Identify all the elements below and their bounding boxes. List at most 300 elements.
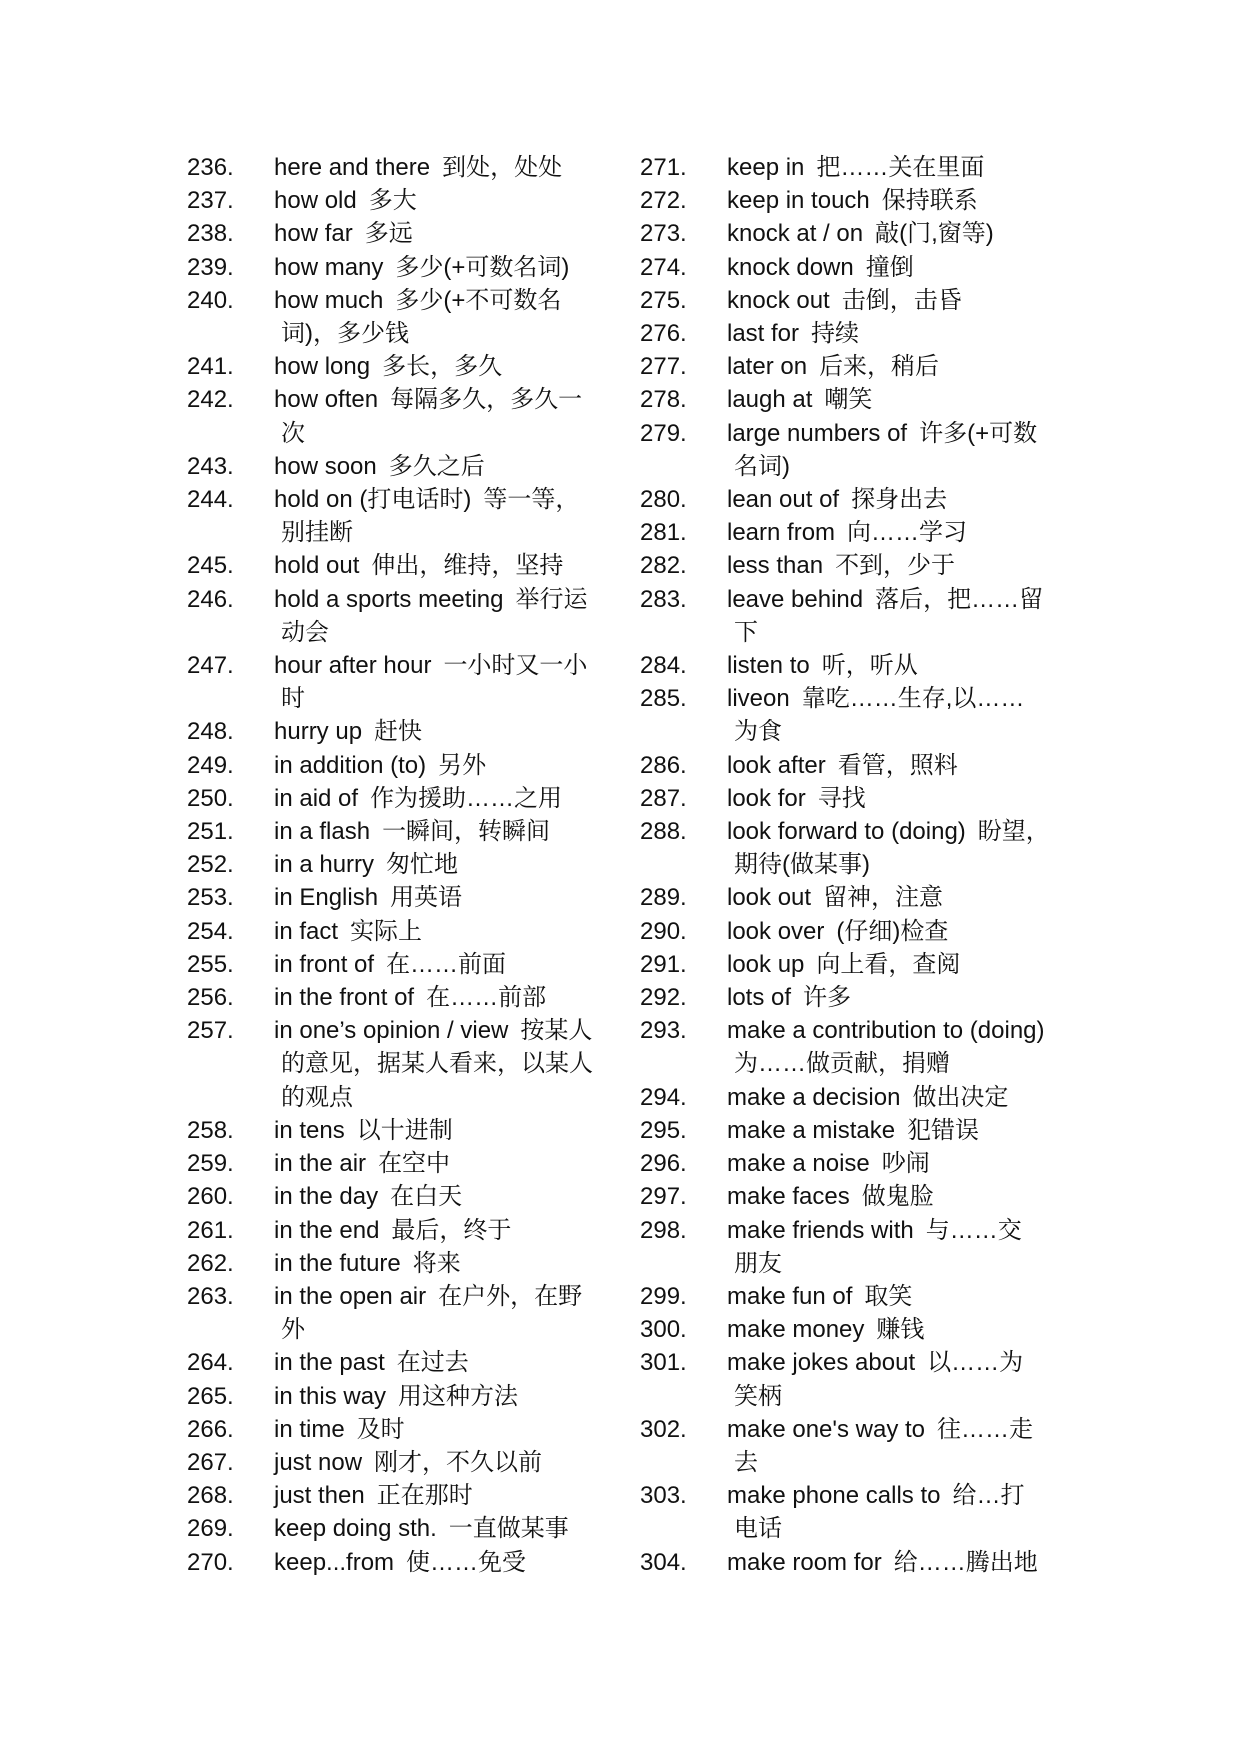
entry-line [274, 549, 607, 582]
entry-number: 257. [187, 1017, 234, 1045]
chinese-meaning: 多大 [368, 187, 417, 215]
chinese-meaning: 以十进制 [356, 1116, 453, 1144]
entry-number: 260. [187, 1183, 234, 1211]
entry-line [727, 1479, 1080, 1512]
entry-line [727, 251, 1080, 284]
chinese-meaning: 的意见，据某人看来，以某人 [281, 1050, 593, 1078]
chinese-meaning: 在过去 [396, 1349, 469, 1377]
english-phrase: leave behind [727, 585, 864, 613]
phrase-entry [640, 483, 1080, 516]
chinese-meaning: 刚才，不久以前 [374, 1448, 543, 1476]
entry-number: 264. [187, 1349, 234, 1377]
entry-line [274, 151, 607, 184]
phrase-entry [187, 1380, 607, 1413]
chinese-meaning: 动会 [281, 618, 329, 646]
entry-line [274, 251, 607, 284]
entry-number: 276. [640, 320, 687, 348]
chinese-meaning: 为……做贡献，捐赠 [734, 1050, 950, 1078]
phrase-entry [640, 1214, 1080, 1280]
chinese-meaning: 电话 [734, 1515, 782, 1543]
entry-line [727, 881, 1080, 914]
chinese-meaning: 举行运 [515, 585, 588, 613]
phrase-entry [187, 383, 607, 449]
chinese-meaning: 次 [281, 419, 305, 447]
english-phrase: make money [727, 1316, 865, 1344]
entry-line [274, 1014, 607, 1047]
english-phrase: how soon [274, 452, 377, 480]
phrase-entry [187, 483, 607, 549]
chinese-meaning: 取笑 [864, 1282, 913, 1310]
chinese-meaning: 听，听从 [821, 652, 918, 680]
phrase-entry [640, 981, 1080, 1014]
phrase-entry [640, 881, 1080, 914]
english-phrase: in tens [274, 1116, 345, 1144]
entry-number: 299. [640, 1282, 687, 1310]
chinese-meaning: 最后，终于 [391, 1216, 512, 1244]
entry-line [727, 583, 1080, 616]
english-phrase: keep doing sth. [274, 1515, 437, 1543]
entry-line [727, 1214, 1080, 1247]
entry-line [727, 1147, 1080, 1180]
phrase-entry [187, 1413, 607, 1446]
entry-line [274, 649, 607, 682]
chinese-meaning: 撞倒 [865, 253, 914, 281]
chinese-meaning: 不到，少于 [835, 552, 956, 580]
phrase-entry [187, 1546, 607, 1579]
chinese-meaning: 及时 [356, 1415, 405, 1443]
chinese-meaning: 把……关在里面 [816, 154, 985, 181]
entry-line [727, 383, 1080, 416]
phrase-entry [187, 1180, 607, 1213]
entry-number: 273. [640, 220, 687, 248]
entry-number: 244. [187, 486, 234, 514]
entry-number: 282. [640, 552, 687, 580]
english-phrase: in the day [274, 1183, 379, 1211]
chinese-meaning: 在空中 [378, 1150, 451, 1178]
entry-number: 254. [187, 917, 234, 945]
english-phrase: listen to [727, 652, 810, 680]
entry-line [727, 1047, 1080, 1080]
entry-line [274, 1446, 607, 1479]
phrase-entry [187, 715, 607, 748]
chinese-meaning: 吵闹 [881, 1150, 930, 1178]
english-phrase: in fact [274, 917, 339, 945]
entry-number: 302. [640, 1415, 687, 1443]
entry-line [727, 848, 1080, 881]
english-phrase: make friends with [727, 1216, 914, 1244]
entry-line [727, 549, 1080, 582]
entry-number: 269. [187, 1515, 234, 1543]
entry-number: 286. [640, 751, 687, 779]
phrase-entry [187, 1114, 607, 1147]
phrase-entry [640, 184, 1080, 217]
entry-number: 250. [187, 784, 234, 812]
entry-line [727, 682, 1080, 715]
entry-number: 283. [640, 585, 687, 613]
phrase-entry [640, 1180, 1080, 1213]
english-phrase: knock out [727, 286, 830, 314]
entry-line [274, 1114, 607, 1147]
english-phrase: in the open air [274, 1282, 427, 1310]
phrase-entry [187, 649, 607, 715]
phrase-entry [640, 1313, 1080, 1346]
entry-number: 271. [640, 154, 687, 181]
chinese-meaning: 多少(+可数名词) [395, 253, 570, 281]
english-phrase: make jokes about [727, 1349, 916, 1377]
entry-line [274, 184, 607, 217]
entry-line [274, 417, 607, 450]
phrase-entry [187, 848, 607, 881]
entry-number: 304. [640, 1548, 687, 1576]
entry-line [727, 948, 1080, 981]
chinese-meaning: 犯错误 [907, 1116, 980, 1144]
chinese-meaning: 别挂断 [281, 519, 353, 547]
entry-line [274, 749, 607, 782]
chinese-meaning: 名词) [734, 452, 790, 480]
phrase-entry [640, 1081, 1080, 1114]
english-phrase: in the front of [274, 984, 415, 1012]
entry-number: 272. [640, 187, 687, 215]
entry-number: 249. [187, 751, 234, 779]
phrase-entry [187, 881, 607, 914]
phrase-entry [187, 583, 607, 649]
entry-number: 266. [187, 1415, 234, 1443]
chinese-meaning: 的观点 [281, 1083, 353, 1111]
chinese-meaning: 正在那时 [376, 1482, 473, 1510]
phrase-entry [640, 915, 1080, 948]
english-phrase: in the future [274, 1249, 401, 1277]
chinese-meaning: 赚钱 [876, 1316, 925, 1344]
entry-line [274, 1313, 607, 1346]
chinese-meaning: 多长，多久 [382, 353, 503, 381]
entry-number: 236. [187, 154, 234, 181]
entry-line [274, 1214, 607, 1247]
english-phrase: make room for [727, 1548, 882, 1576]
english-phrase: make phone calls to [727, 1482, 941, 1510]
entry-line [727, 981, 1080, 1014]
english-phrase: in the end [274, 1216, 380, 1244]
chinese-meaning: 保持联系 [881, 187, 978, 215]
phrase-entry [187, 549, 607, 582]
english-phrase: keep...from [274, 1548, 395, 1576]
chinese-meaning: 靠吃……生存,以…… [801, 685, 1025, 713]
phrase-entry [640, 217, 1080, 250]
chinese-meaning: 做出决定 [912, 1083, 1009, 1111]
chinese-meaning: 为食 [734, 718, 782, 746]
english-phrase: hold on (打电话时) [274, 486, 472, 514]
entry-number: 303. [640, 1482, 687, 1510]
english-phrase: how old [274, 187, 357, 215]
chinese-meaning: 使……免受 [406, 1548, 527, 1576]
entry-line [274, 284, 607, 317]
english-phrase: in time [274, 1415, 345, 1443]
phrase-entry [640, 1346, 1080, 1412]
entry-line [727, 1114, 1080, 1147]
phrase-entry [187, 1214, 607, 1247]
entry-number: 251. [187, 818, 234, 846]
entry-line [274, 981, 607, 1014]
entry-number: 301. [640, 1349, 687, 1377]
entry-number: 289. [640, 884, 687, 912]
phrase-entry [187, 184, 607, 217]
chinese-meaning: 作为援助……之用 [370, 784, 563, 812]
chinese-meaning: 到处，处处 [442, 154, 563, 181]
chinese-meaning: (仔细)检查 [836, 917, 949, 945]
phrase-entry [640, 948, 1080, 981]
phrase-entry [187, 815, 607, 848]
phrase-entry [187, 948, 607, 981]
entry-line [727, 815, 1080, 848]
phrase-entry [640, 649, 1080, 682]
phrase-entry [640, 1413, 1080, 1479]
entry-number: 262. [187, 1249, 234, 1277]
english-phrase: laugh at [727, 386, 813, 414]
english-phrase: how long [274, 353, 371, 381]
phrase-entry [187, 1280, 607, 1346]
entry-line [274, 350, 607, 383]
english-phrase: less than [727, 552, 824, 580]
phrase-entry [187, 749, 607, 782]
entry-line [727, 1180, 1080, 1213]
english-phrase: last for [727, 320, 800, 348]
english-phrase: look forward to (doing) [727, 818, 966, 846]
entry-line [274, 1512, 607, 1545]
entry-line [274, 715, 607, 748]
english-phrase: how much [274, 286, 384, 314]
chinese-meaning: 往……走 [937, 1415, 1034, 1443]
english-phrase: how many [274, 253, 384, 281]
english-phrase: in addition (to) [274, 751, 427, 779]
phrase-entry [640, 516, 1080, 549]
chinese-meaning: 留神，注意 [823, 884, 944, 912]
entry-line [274, 1413, 607, 1446]
entry-number: 294. [640, 1083, 687, 1111]
english-phrase: keep in [727, 154, 805, 181]
chinese-meaning: 给……腾出地 [893, 1548, 1038, 1576]
phrase-entry [640, 284, 1080, 317]
entry-number: 296. [640, 1150, 687, 1178]
chinese-meaning: 与……交 [925, 1216, 1022, 1244]
entry-line [274, 1280, 607, 1313]
phrase-entry [640, 815, 1080, 881]
chinese-meaning: 看管，照料 [837, 751, 958, 779]
english-phrase: hour after hour [274, 652, 432, 680]
entry-line [274, 915, 607, 948]
entry-line [727, 1512, 1080, 1545]
phrase-entry [640, 549, 1080, 582]
phrase-entry [640, 682, 1080, 748]
entry-number: 247. [187, 652, 234, 680]
chinese-meaning: 时 [281, 685, 305, 713]
phrase-entry [640, 383, 1080, 416]
english-phrase: look up [727, 950, 805, 978]
english-phrase: in a hurry [274, 851, 375, 879]
phrase-entry [187, 151, 607, 184]
chinese-meaning: 向上看，查阅 [816, 950, 961, 978]
phrase-list-right [640, 151, 1080, 1579]
entry-number: 267. [187, 1448, 234, 1476]
phrase-entry [187, 1346, 607, 1379]
entry-line [274, 782, 607, 815]
phrase-entry [187, 782, 607, 815]
chinese-meaning: 一小时又一小 [443, 652, 588, 680]
entry-number: 274. [640, 253, 687, 281]
entry-number: 248. [187, 718, 234, 746]
entry-line [274, 1546, 607, 1579]
english-phrase: look out [727, 884, 812, 912]
entry-line [727, 1247, 1080, 1280]
entry-line [274, 682, 607, 715]
entry-line [274, 1047, 607, 1080]
english-phrase: in the past [274, 1349, 385, 1377]
chinese-meaning: 击倒，击昏 [841, 286, 962, 314]
phrase-entry [640, 583, 1080, 649]
english-phrase: in front of [274, 950, 375, 978]
entry-line [727, 915, 1080, 948]
chinese-meaning: 持续 [811, 320, 860, 348]
chinese-meaning: 实际上 [350, 917, 423, 945]
entry-number: 263. [187, 1282, 234, 1310]
chinese-meaning: 将来 [412, 1249, 461, 1277]
chinese-meaning: 用这种方法 [398, 1382, 519, 1410]
chinese-meaning: 词)，多少钱 [281, 320, 409, 348]
entry-line [727, 317, 1080, 350]
phrase-entry [187, 1479, 607, 1512]
english-phrase: make a mistake [727, 1116, 896, 1144]
chinese-meaning: 以……为 [927, 1349, 1024, 1377]
entry-number: 281. [640, 519, 687, 547]
entry-line [274, 450, 607, 483]
entry-line [727, 1081, 1080, 1114]
chinese-meaning: 向……学习 [847, 519, 968, 547]
english-phrase: make a noise [727, 1150, 870, 1178]
entry-line [727, 217, 1080, 250]
entry-number: 243. [187, 452, 234, 480]
entry-number: 284. [640, 652, 687, 680]
entry-line [274, 848, 607, 881]
english-phrase: in one’s opinion / view [274, 1017, 509, 1045]
chinese-meaning: 嘲笑 [824, 386, 873, 414]
entry-line [274, 1479, 607, 1512]
entry-line [274, 1180, 607, 1213]
english-phrase: just now [274, 1448, 363, 1476]
entry-line [274, 217, 607, 250]
chinese-meaning: 在……前部 [426, 984, 547, 1012]
chinese-meaning: 匆忙地 [386, 851, 459, 879]
chinese-meaning: 用英语 [390, 884, 463, 912]
entry-number: 297. [640, 1183, 687, 1211]
phrase-entry [640, 749, 1080, 782]
entry-line [727, 782, 1080, 815]
phrase-entry [187, 1247, 607, 1280]
phrase-entry [640, 417, 1080, 483]
phrase-entry [640, 1479, 1080, 1545]
chinese-meaning: 多远 [364, 220, 413, 248]
english-phrase: later on [727, 353, 808, 381]
entry-number: 278. [640, 386, 687, 414]
entry-number: 293. [640, 1017, 687, 1045]
english-phrase: hold a sports meeting [274, 585, 504, 613]
entry-number: 287. [640, 784, 687, 812]
chinese-meaning: 去 [734, 1448, 758, 1476]
phrase-entry [640, 1280, 1080, 1313]
phrase-entry [187, 915, 607, 948]
phrase-entry [187, 1512, 607, 1545]
entry-line [727, 284, 1080, 317]
entry-number: 265. [187, 1382, 234, 1410]
entry-number: 253. [187, 884, 234, 912]
entry-line [274, 1380, 607, 1413]
chinese-meaning: 一瞬间，转瞬间 [382, 818, 551, 846]
entry-number: 291. [640, 950, 687, 978]
entry-number: 252. [187, 851, 234, 879]
entry-number: 292. [640, 984, 687, 1012]
entry-line [274, 1081, 607, 1114]
entry-number: 275. [640, 286, 687, 314]
entry-line [274, 317, 607, 350]
phrase-entry [640, 1546, 1080, 1579]
entry-number: 277. [640, 353, 687, 381]
phrase-entry [187, 450, 607, 483]
entry-line [727, 1546, 1080, 1579]
entry-number: 280. [640, 486, 687, 514]
english-phrase: how often [274, 386, 379, 414]
english-phrase: learn from [727, 519, 836, 547]
chinese-meaning: 期待(做某事) [734, 851, 870, 879]
english-phrase: make faces [727, 1183, 850, 1211]
chinese-meaning: 许多 [803, 984, 852, 1012]
phrase-entry [187, 1147, 607, 1180]
phrase-entry [640, 1014, 1080, 1080]
chinese-meaning: 多久之后 [388, 452, 485, 480]
entry-line [274, 948, 607, 981]
phrase-entry [640, 317, 1080, 350]
entry-number: 241. [187, 353, 234, 381]
entry-number: 245. [187, 552, 234, 580]
entry-line [727, 417, 1080, 450]
english-phrase: liveon [727, 685, 790, 713]
entry-line [727, 1380, 1080, 1413]
chinese-meaning: 外 [281, 1316, 305, 1344]
entry-number: 285. [640, 685, 687, 713]
entry-line [274, 616, 607, 649]
entry-line [274, 881, 607, 914]
entry-line [727, 1446, 1080, 1479]
chinese-meaning: 做鬼脸 [861, 1183, 934, 1211]
entry-line [274, 516, 607, 549]
english-phrase: knock down [727, 253, 854, 281]
english-phrase: in this way [274, 1382, 387, 1410]
chinese-meaning: 许多(+可数 [919, 419, 1038, 447]
english-phrase: look after [727, 751, 826, 779]
entry-line [727, 483, 1080, 516]
entry-line [727, 1014, 1080, 1047]
chinese-meaning: 在……前面 [386, 950, 507, 978]
phrase-entry [640, 1147, 1080, 1180]
entry-number: 239. [187, 253, 234, 281]
entry-number: 246. [187, 585, 234, 613]
chinese-meaning: 落后，把……留 [875, 585, 1044, 613]
english-phrase: make one's way to [727, 1415, 926, 1443]
entry-number: 295. [640, 1116, 687, 1144]
entry-line [727, 1313, 1080, 1346]
chinese-meaning: 另外 [438, 751, 487, 779]
entry-line [727, 184, 1080, 217]
entry-line [727, 616, 1080, 649]
chinese-meaning: 按某人 [520, 1017, 593, 1045]
chinese-meaning: 探身出去 [851, 486, 948, 514]
english-phrase: in aid of [274, 784, 359, 812]
